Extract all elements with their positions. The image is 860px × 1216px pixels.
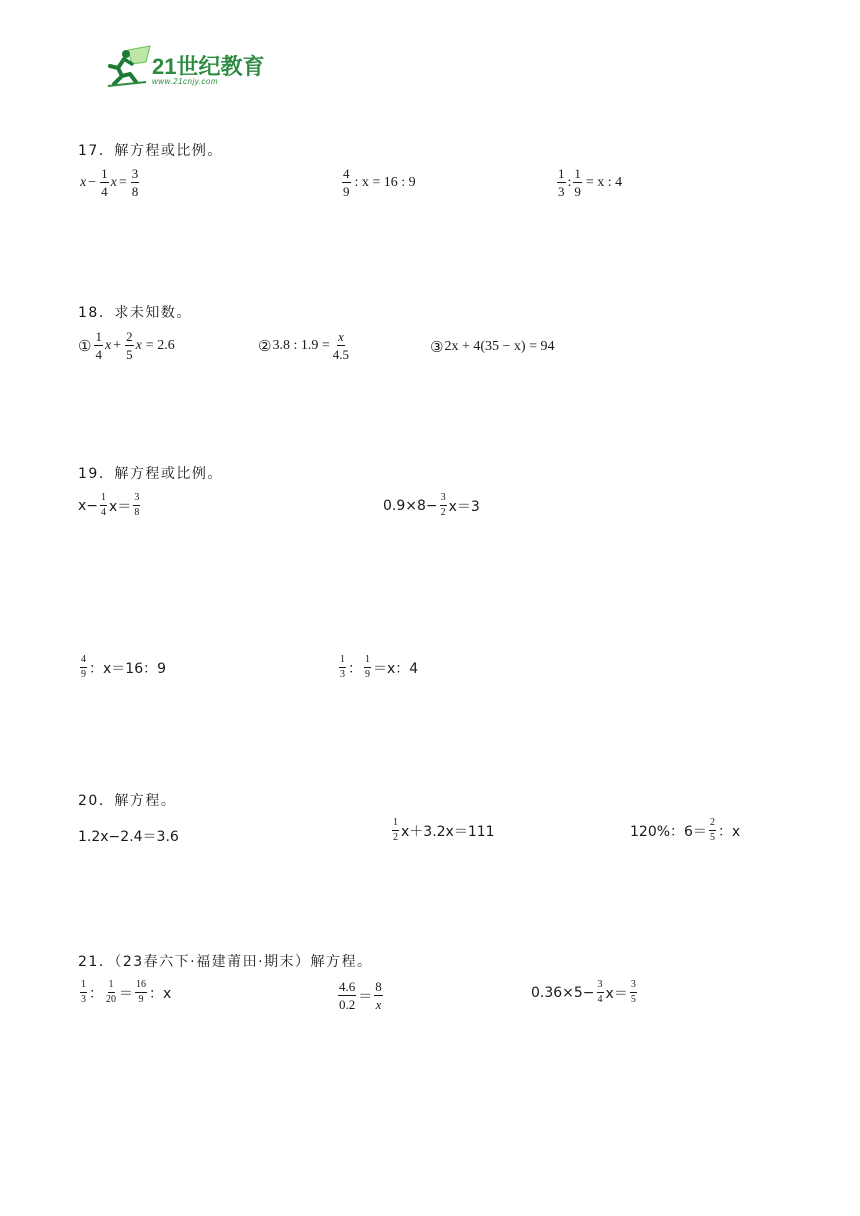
var: x xyxy=(135,337,142,353)
fraction: $\frac{4}{9}$ xyxy=(343,166,350,199)
q18-eq3 xyxy=(430,338,554,356)
q20-eq2 xyxy=(390,818,495,843)
q18-eq2 xyxy=(258,330,352,361)
var: x xyxy=(80,174,87,190)
q19-heading: 19．解方程或比例。 xyxy=(78,466,223,482)
item-marker: ② xyxy=(258,336,272,355)
expression: 0.9×8− xyxy=(383,497,438,514)
operator: = xyxy=(118,174,127,190)
fraction: $\frac{1}{9}$ xyxy=(365,654,370,680)
fraction: $\frac{1}{3}$ xyxy=(81,979,86,1005)
q20-heading: 20．解方程。 xyxy=(78,793,177,809)
q18-heading: 18．求未知数。 xyxy=(78,305,192,321)
q17-heading: 17．解方程或比例。 xyxy=(78,143,223,159)
fraction: $\frac{1}{4}$ xyxy=(101,492,107,518)
expression: 3.8 : 1.9 = xyxy=(272,337,330,353)
fraction: $\frac{4}{9}$ xyxy=(81,654,86,680)
operator: : xyxy=(567,174,572,190)
q18-eq1 xyxy=(78,330,175,361)
expression: = 2.6 xyxy=(145,337,175,353)
expression: ：x＝16：9 xyxy=(89,660,167,677)
var: x xyxy=(104,337,112,353)
q17-eq2 xyxy=(340,167,416,198)
expression: x＝ xyxy=(109,498,132,515)
operator: ： xyxy=(348,660,362,677)
var: x xyxy=(110,174,117,190)
expression: x＋3.2x＝111 xyxy=(401,823,495,840)
fraction: $\frac{1}{9}$ xyxy=(574,166,581,199)
q19-eq1 xyxy=(78,493,142,518)
q20-eq1 xyxy=(78,826,179,846)
fraction: $\frac{2}{5}$ xyxy=(126,329,133,362)
item-marker: ③ xyxy=(430,338,444,356)
operator: ： xyxy=(89,985,103,1002)
fraction: $\frac{2}{5}$ xyxy=(709,817,715,843)
expression: ：x xyxy=(717,823,741,840)
expression: x− xyxy=(78,497,99,514)
item-marker: ① xyxy=(78,336,92,355)
q19-eq3 xyxy=(78,655,166,680)
q19-eq2 xyxy=(383,493,480,518)
operator: ＝ xyxy=(119,985,133,1002)
brand-url: www.21cnjy.com xyxy=(152,77,218,86)
expression: x＝ xyxy=(605,985,628,1002)
fraction: $\frac{3}{8}$ xyxy=(134,492,140,518)
q19-eq4 xyxy=(337,655,418,680)
expression: 2x + 4(35 − x) = 94 xyxy=(444,339,555,354)
fraction: $\frac{1}{20}$ xyxy=(106,979,116,1005)
q21-eq2 xyxy=(336,980,385,1011)
q17-eq1 xyxy=(80,167,141,198)
fraction: $\frac{1}{3}$ xyxy=(340,654,345,680)
fraction: $\frac{16}{9}$ xyxy=(136,979,146,1005)
fraction: $\frac{3}{4}$ xyxy=(597,979,603,1005)
fraction: $\frac{1}{4}$ xyxy=(101,166,108,199)
q21-eq3 xyxy=(531,980,639,1005)
q21-eq1 xyxy=(78,980,171,1005)
expression: ＝x：4 xyxy=(373,660,419,677)
operator: ＝ xyxy=(358,988,373,1005)
expression: = x : 4 xyxy=(585,174,623,190)
q21-heading: 21．（23春六下·福建莆田·期末）解方程。 xyxy=(78,954,373,970)
q17-eq3 xyxy=(555,167,622,198)
operator: − xyxy=(88,174,97,190)
expression: : x = 16 : 9 xyxy=(354,174,416,190)
fraction: $\frac{8}{x}$ xyxy=(375,979,382,1012)
runner-logo-icon xyxy=(106,44,152,88)
fraction: $\frac{1}{3}$ xyxy=(558,166,565,199)
fraction: $\frac{3}{2}$ xyxy=(440,492,446,518)
operator: + xyxy=(113,337,122,353)
expression: 0.36×5− xyxy=(531,984,595,1001)
expression: x＝3 xyxy=(448,498,480,515)
fraction: $\frac{4.6}{0.2}$ xyxy=(339,979,356,1012)
brand-name: 21世纪教育 xyxy=(152,54,265,79)
q20-eq3 xyxy=(630,818,740,843)
fraction: $\frac{1}{4}$ xyxy=(95,329,102,362)
expression: 120%：6＝ xyxy=(630,823,707,840)
fraction: $\frac{x}{4.5}$ xyxy=(332,329,349,362)
expression: 1.2x−2.4＝3.6 xyxy=(78,829,179,845)
brand-logo xyxy=(106,44,276,92)
fraction: $\frac{3}{5}$ xyxy=(630,979,636,1005)
fraction: $\frac{3}{8}$ xyxy=(131,166,139,199)
fraction: $\frac{1}{2}$ xyxy=(393,817,398,843)
expression: ：x xyxy=(149,985,172,1002)
